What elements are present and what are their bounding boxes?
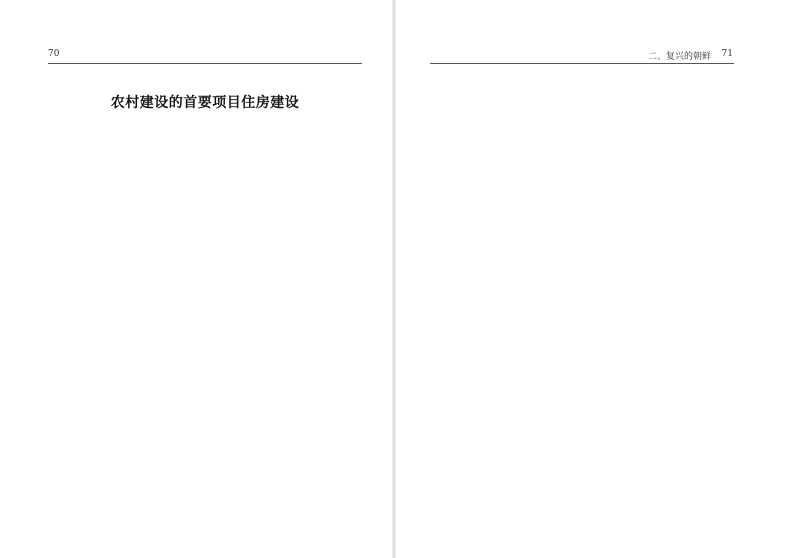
right-page-number: 71: [721, 49, 733, 59]
header-rule: [430, 63, 734, 64]
header-rule: [48, 63, 362, 64]
chapter-title: 农村建设的首要项目住房建设: [110, 95, 300, 111]
left-page-number: 70: [48, 49, 60, 59]
right-page: [394, 0, 787, 558]
running-head: 二、复兴的朝鲜: [647, 52, 711, 62]
